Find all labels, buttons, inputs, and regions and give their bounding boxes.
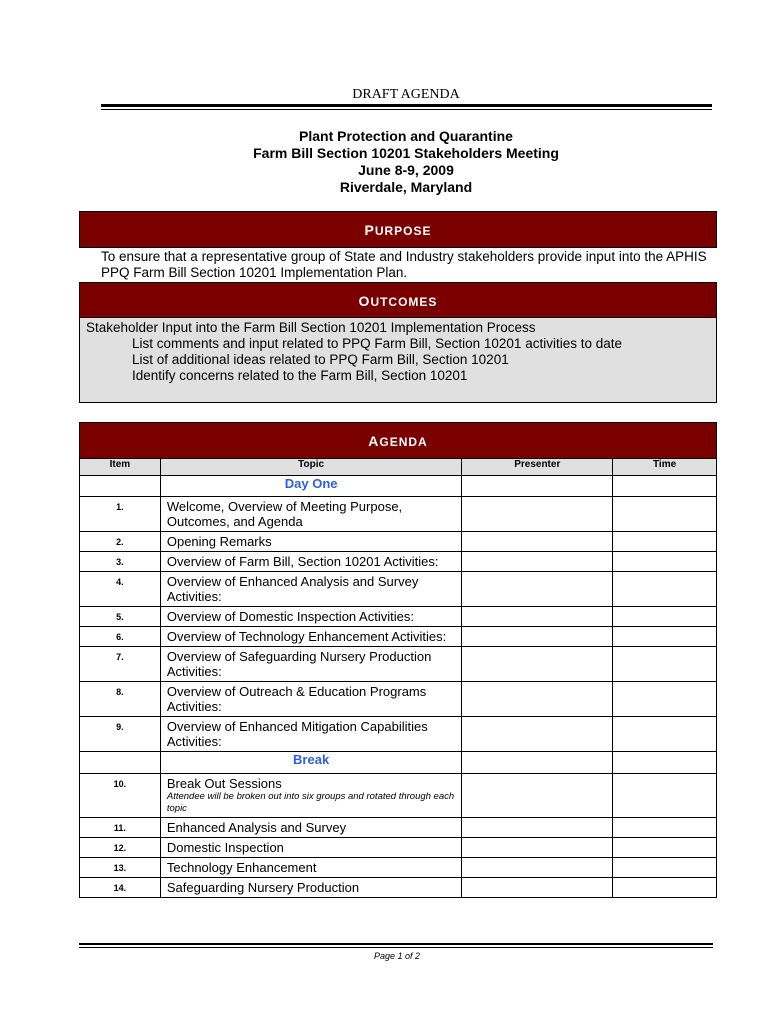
outcomes-main: Stakeholder Input into the Farm Bill Section 10201 Implementation Process	[86, 320, 536, 335]
item-time	[613, 838, 717, 858]
title-line-1: Plant Protection and Quarantine	[299, 128, 513, 144]
table-row	[80, 572, 717, 607]
outcomes-heading: OUTCOMES	[79, 282, 717, 318]
item-number: 9.	[80, 717, 161, 752]
table-row	[80, 497, 717, 532]
table-row	[80, 532, 717, 552]
item-time	[613, 607, 717, 627]
item-time	[613, 818, 717, 838]
title-line-4: Riverdale, Maryland	[339, 179, 473, 195]
agenda-table	[79, 458, 717, 898]
item-time	[613, 552, 717, 572]
outcomes-box	[79, 317, 717, 403]
footer-rule	[79, 943, 713, 945]
col-topic-header: Topic	[160, 459, 462, 476]
item-presenter	[462, 552, 613, 572]
title-block	[0, 128, 768, 196]
item-time	[613, 878, 717, 898]
item-topic: Overview of Domestic Inspection Activities:	[160, 607, 462, 627]
table-row	[80, 607, 717, 627]
item-number: 12.	[80, 838, 161, 858]
item-topic: Break Out Sessions Attendee will be broken out into six groups and rotated through each topic	[160, 774, 462, 818]
item-number: 6.	[80, 627, 161, 647]
item-topic: Overview of Enhanced Mitigation Capabilities Activities:	[160, 717, 462, 752]
item-presenter	[462, 878, 613, 898]
item-number: 7.	[80, 647, 161, 682]
table-row	[80, 878, 717, 898]
outcome-item: List comments and input related to PPQ Farm Bill, Section 10201 activities to date	[132, 336, 622, 351]
item-time	[613, 627, 717, 647]
item-topic: Domestic Inspection	[160, 838, 462, 858]
item-number: 4.	[80, 572, 161, 607]
table-row	[80, 774, 717, 818]
title-line-3: June 8-9, 2009	[358, 162, 454, 178]
outcome-item: Identify concerns related to the Farm Bill, Section 10201	[132, 368, 468, 383]
item-presenter	[462, 532, 613, 552]
item-presenter	[462, 607, 613, 627]
item-presenter	[462, 858, 613, 878]
col-time-header: Time	[613, 459, 717, 476]
day-one-label: Day One	[160, 476, 462, 497]
item-presenter	[462, 838, 613, 858]
item-presenter	[462, 717, 613, 752]
item-time	[613, 647, 717, 682]
item-topic: Overview of Safeguarding Nursery Production Activities:	[160, 647, 462, 682]
footer-rule-thin	[79, 947, 713, 948]
item-topic: Enhanced Analysis and Survey	[160, 818, 462, 838]
break-row	[80, 752, 717, 774]
item-topic: Safeguarding Nursery Production	[160, 878, 462, 898]
item-time	[613, 532, 717, 552]
day-one-row	[80, 476, 717, 497]
page-number: Page 1 of 2	[373, 951, 421, 961]
item-note: Attendee will be broken out into six groups and rotated through each topic	[166, 791, 455, 814]
item-number: 10.	[80, 774, 161, 818]
break-label: Break	[160, 752, 462, 774]
item-topic: Opening Remarks	[160, 532, 462, 552]
item-time	[613, 682, 717, 717]
item-topic: Technology Enhancement	[160, 858, 462, 878]
item-time	[613, 858, 717, 878]
item-number: 8.	[80, 682, 161, 717]
item-number: 13.	[80, 858, 161, 878]
table-row	[80, 627, 717, 647]
item-presenter	[462, 774, 613, 818]
item-presenter	[462, 647, 613, 682]
item-number: 11.	[80, 818, 161, 838]
item-topic: Overview of Technology Enhancement Activities:	[160, 627, 462, 647]
col-item-header: Item	[80, 459, 161, 476]
item-time	[613, 572, 717, 607]
table-row	[80, 818, 717, 838]
item-time	[613, 717, 717, 752]
item-topic: Overview of Outreach & Education Programs Activities:	[160, 682, 462, 717]
item-topic: Overview of Enhanced Analysis and Survey Activities:	[160, 572, 462, 607]
purpose-heading: PURPOSE	[79, 211, 717, 248]
title-line-2: Farm Bill Section 10201 Stakeholders Meeting	[253, 145, 559, 161]
purpose-text: To ensure that a representative group of State and Industry stakeholders provide input into the APHIS PPQ Farm Bill Section 10201 Implementation Plan.	[101, 249, 707, 280]
agenda-heading: AGENDA	[79, 422, 717, 459]
table-row	[80, 552, 717, 572]
draft-agenda-label: DRAFT AGENDA	[352, 87, 460, 102]
header-rule	[101, 104, 712, 107]
item-presenter	[462, 497, 613, 532]
item-presenter	[462, 627, 613, 647]
item-presenter	[462, 572, 613, 607]
table-row	[80, 682, 717, 717]
item-time	[613, 497, 717, 532]
table-row	[80, 858, 717, 878]
table-row	[80, 838, 717, 858]
item-topic: Overview of Farm Bill, Section 10201 Activities:	[160, 552, 462, 572]
col-presenter-header: Presenter	[462, 459, 613, 476]
item-time	[613, 774, 717, 818]
item-number: 14.	[80, 878, 161, 898]
header-rule-thin	[101, 109, 712, 110]
item-number: 5.	[80, 607, 161, 627]
table-row	[80, 647, 717, 682]
item-topic: Welcome, Overview of Meeting Purpose, Outcomes, and Agenda	[160, 497, 462, 532]
item-number: 3.	[80, 552, 161, 572]
item-presenter	[462, 818, 613, 838]
agenda-header-row	[80, 459, 717, 476]
outcome-item: List of additional ideas related to PPQ Farm Bill, Section 10201	[132, 352, 509, 367]
table-row	[80, 717, 717, 752]
item-number: 1.	[80, 497, 161, 532]
item-number: 2.	[80, 532, 161, 552]
item-presenter	[462, 682, 613, 717]
